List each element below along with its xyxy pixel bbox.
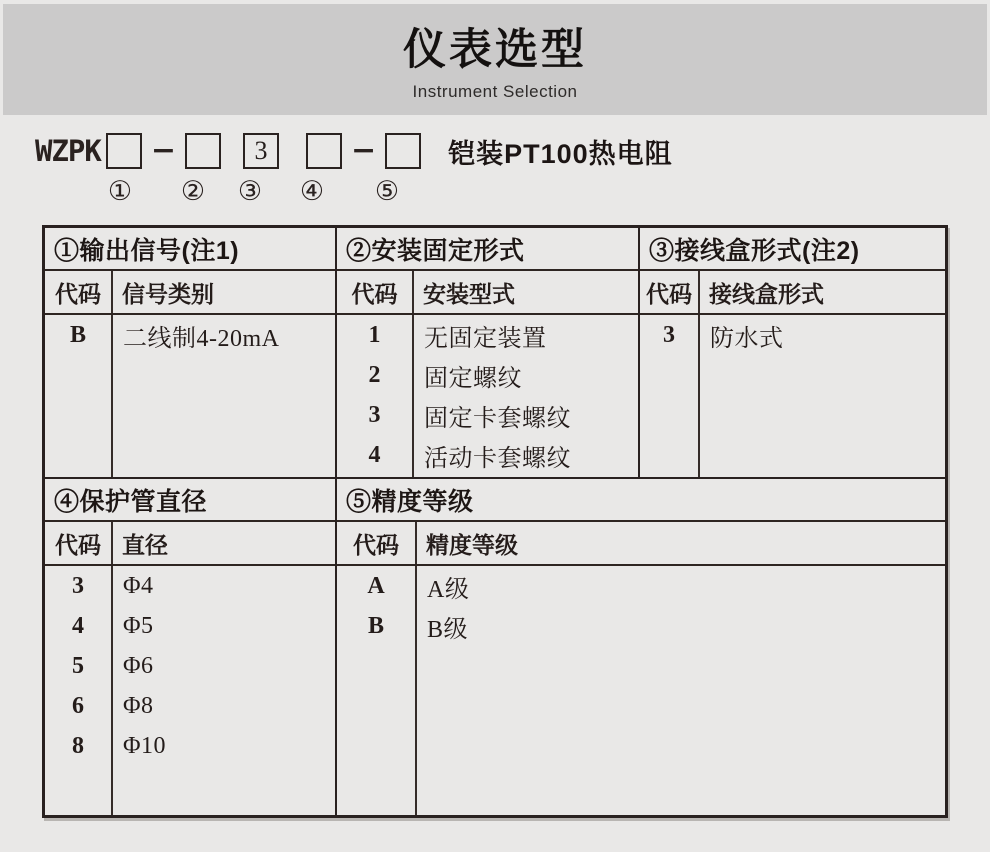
code-cell: 3	[663, 321, 675, 348]
page-title: 仪表选型	[403, 26, 587, 74]
position-marker-4: ④	[299, 176, 325, 207]
table-bottom-half	[45, 479, 945, 815]
value-cell: B级	[427, 616, 469, 643]
page-subtitle: Instrument Selection	[412, 82, 578, 101]
value-cell: 二线制4-20mA	[123, 325, 280, 352]
section-4-title: ④保护管直径	[45, 479, 335, 522]
separator-dash-2: −	[350, 133, 377, 168]
position-marker-2: ②	[180, 176, 206, 207]
code-header: 代码	[640, 271, 700, 313]
value-cell: 防水式	[710, 325, 784, 352]
code-cell: 2	[368, 361, 381, 388]
model-box-3: 3	[243, 133, 279, 169]
code-cell: 3	[72, 572, 84, 599]
section-2-data	[337, 315, 638, 477]
code-cell: 4	[368, 441, 381, 468]
code-cell: A	[367, 572, 385, 599]
position-marker-1: ①	[107, 176, 133, 207]
model-description: 铠装PT100热电阻	[448, 138, 673, 169]
section-1-header	[45, 271, 335, 315]
value-header: 精度等级	[426, 532, 518, 558]
section-5-header	[337, 522, 945, 566]
position-marker-5: ⑤	[374, 176, 400, 207]
section-mounting-type	[337, 228, 640, 477]
section-5-data	[337, 566, 945, 815]
model-box-4	[306, 133, 342, 169]
value-cell: 固定螺纹	[424, 365, 522, 392]
code-cell: 4	[72, 612, 84, 639]
section-2-title: ②安装固定形式	[337, 228, 638, 271]
value-cell: Φ8	[123, 692, 154, 719]
model-prefix: WZPK	[35, 134, 101, 168]
position-marker-3: ③	[237, 176, 263, 207]
section-1-title: ①输出信号(注1)	[45, 228, 335, 271]
section-4-data	[45, 566, 335, 815]
table-top-half	[45, 228, 945, 479]
code-cell: B	[69, 321, 86, 348]
model-code-line	[35, 132, 673, 170]
section-output-signal	[45, 228, 337, 477]
value-cell: Φ4	[123, 572, 154, 599]
section-3-header	[640, 271, 945, 315]
value-cell: Φ10	[123, 732, 167, 759]
code-cell: 6	[72, 692, 84, 719]
code-cell: 8	[72, 732, 84, 759]
value-header: 信号类别	[122, 281, 214, 307]
value-cell: A级	[427, 576, 470, 603]
section-tube-diameter	[45, 479, 337, 815]
value-header: 安装型式	[423, 281, 515, 307]
section-junction-box	[640, 228, 945, 477]
value-cell: Φ6	[123, 652, 154, 679]
section-5-title: ⑤精度等级	[337, 479, 945, 522]
code-cell: 1	[368, 321, 381, 348]
value-cell: Φ5	[123, 612, 154, 639]
selection-table	[42, 225, 948, 818]
model-box-2	[185, 133, 221, 169]
value-cell: 活动卡套螺纹	[424, 445, 571, 472]
code-cell: B	[367, 612, 384, 639]
code-header: 代码	[337, 271, 414, 313]
section-4-header	[45, 522, 335, 566]
code-cell: 5	[72, 652, 84, 679]
section-3-data	[640, 315, 945, 477]
section-1-data	[45, 315, 335, 477]
section-2-header	[337, 271, 638, 315]
value-cell: 无固定装置	[424, 325, 547, 352]
code-header: 代码	[45, 271, 113, 313]
model-box-1	[106, 133, 142, 169]
value-cell: 固定卡套螺纹	[424, 405, 571, 432]
header-band	[3, 4, 987, 115]
section-accuracy-class	[337, 479, 945, 815]
section-3-title: ③接线盒形式(注2)	[640, 228, 945, 271]
value-header: 接线盒形式	[709, 281, 824, 307]
separator-dash-1: −	[150, 133, 176, 168]
value-header: 直径	[122, 532, 168, 558]
model-box-5	[385, 133, 421, 169]
code-header: 代码	[45, 522, 113, 564]
code-cell: 3	[368, 401, 381, 428]
code-header: 代码	[337, 522, 417, 564]
